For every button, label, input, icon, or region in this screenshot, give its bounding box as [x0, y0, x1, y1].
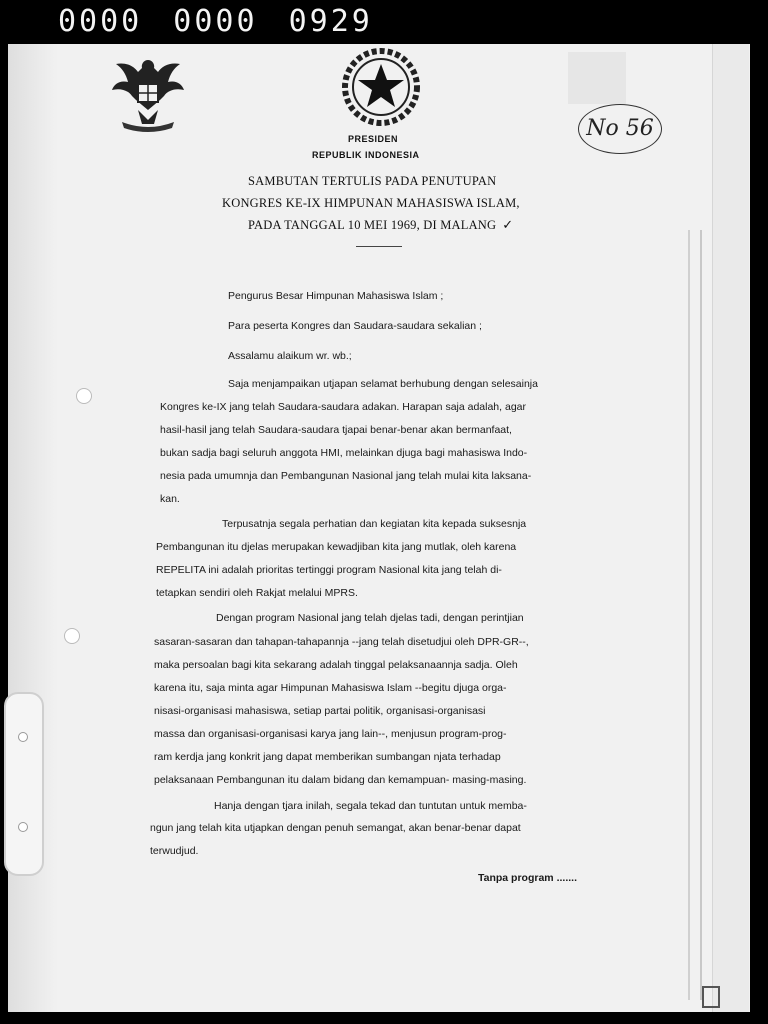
body-line: ngun jang telah kita utjapkan dengan penuh semangat, akan benar-benar dapat [150, 822, 521, 834]
paper-tab [568, 52, 626, 104]
clip-hole [18, 732, 28, 742]
page-fold-edge [688, 230, 702, 1000]
presidential-seal-icon [340, 46, 422, 128]
title-line-3-text: PADA TANGGAL 10 MEI 1969, DI MALANG [248, 218, 497, 232]
body-line: Dengan program Nasional jang telah djelas tadi, dengan perintjian [216, 612, 524, 624]
clip-hole [18, 822, 28, 832]
body-line: Terpusatnja segala perhatian dan kegiatan kita kepada suksesnja [222, 518, 527, 530]
body-line: ram kerdja jang konkrit jang dapat memberikan sumbangan njata terhadap [154, 751, 501, 763]
body-line: REPELITA ini adalah prioritas tertinggi program Nasional kita jang telah di- [156, 564, 502, 576]
body-line: bukan sadja bagi seluruh anggota HMI, melainkan djuga bagi mahasiswa Indo- [160, 447, 528, 459]
title-line-2: KONGRES KE-IX HIMPUNAN MAHASISWA ISLAM, [222, 196, 520, 210]
continuation-text: Tanpa program ....... [478, 872, 577, 884]
body-line: Saja menjampaikan utjapan selamat berhubung dengan selesainja [228, 378, 538, 390]
corner-marker [702, 986, 720, 1008]
binder-clip [4, 692, 44, 876]
body-line: Hanja dengan tjara inilah, segala tekad dan tuntutan untuk memba- [214, 800, 527, 812]
body-line: tetapkan sendiri oleh Rakjat melalui MPRS. [156, 587, 358, 599]
punch-hole [64, 628, 80, 644]
body-line: Kongres ke-IX jang telah Saudara-saudara adakan. Harapan saja adalah, agar [160, 401, 526, 413]
body-line: karena itu, saja minta agar Himpunan Mahasiswa Islam --begitu djuga orga- [154, 682, 507, 694]
body-line: nesia pada umumnja dan Pembangunan Nasional jang telah mulai kita laksana- [160, 470, 532, 482]
title-divider [356, 246, 402, 247]
salutation-line: Pengurus Besar Himpunan Mahasiswa Islam ; [228, 290, 444, 302]
film-frame-code: 0000 0000 0929 [58, 4, 373, 39]
body-line: nisasi-organisasi mahasiswa, setiap partai politik, organisasi-organisasi [154, 705, 486, 717]
body-line: Pembangunan itu djelas merupakan kewadjiban kita jang mutlak, oleh karena [156, 541, 517, 553]
garuda-emblem-icon [108, 54, 188, 132]
body-line: maka persoalan bagi kita sekarang adalah tinggal pelaksanaannja sadja. Oleh [154, 659, 518, 671]
page-right-strip [712, 44, 749, 1012]
body-line: hasil-hasil jang telah Saudara-saudara tjapai benar-benar akan bermanfaat, [160, 424, 512, 436]
body-line: pelaksanaan Pembangunan itu dalam bidang dan kemampuan- masing-masing. [154, 774, 527, 786]
body-line: terwudjud. [150, 845, 199, 857]
handwritten-number-stamp: No 56 [578, 104, 662, 154]
salutation-line: Assalamu alaikum wr. wb.; [228, 350, 352, 362]
check-mark-icon: ✓ [502, 218, 514, 233]
header-republik: REPUBLIK INDONESIA [312, 150, 420, 160]
salutation-line: Para peserta Kongres dan Saudara-saudara sekalian ; [228, 320, 482, 332]
title-line-3 [248, 218, 513, 233]
title-line-1: SAMBUTAN TERTULIS PADA PENUTUPAN [248, 174, 497, 188]
body-line: massa dan organisasi-organisasi karya jang lain--, menjusun program-prog- [154, 728, 507, 740]
punch-hole [76, 388, 92, 404]
body-line: kan. [160, 493, 180, 505]
body-line: sasaran-sasaran dan tahapan-tahapannja --jang telah disetudjui oleh DPR-GR--, [154, 636, 529, 648]
header-presiden: PRESIDEN [348, 134, 399, 144]
